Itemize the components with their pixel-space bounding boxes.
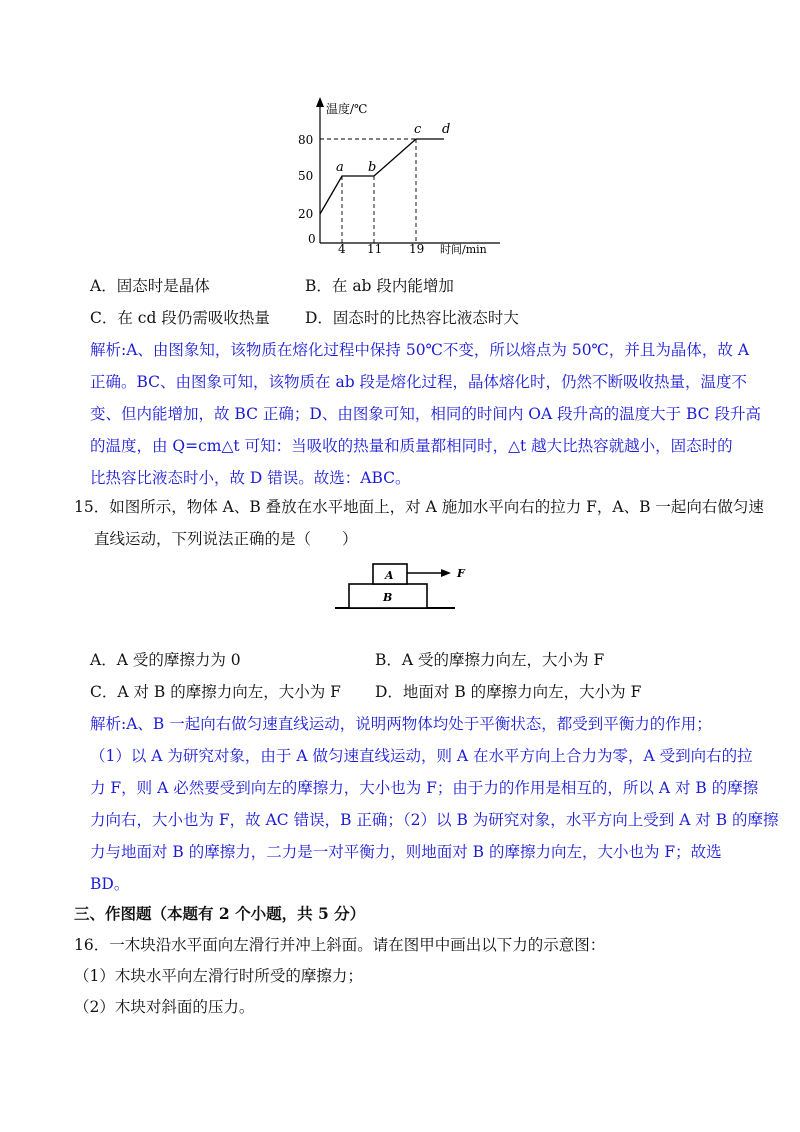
q14-option-d: D．固态时的比热容比液态时大 bbox=[305, 309, 519, 327]
y-tick-20: 20 bbox=[298, 207, 314, 221]
y-axis-label: 温度/℃ bbox=[326, 102, 368, 116]
block-b-label: B bbox=[383, 591, 393, 604]
q14-analysis-line-3: 变、但内能增加，故 BC 正确；D、由图象可知，相同的时间内 OA 段升高的温度大于 BC 段升高 bbox=[90, 405, 761, 423]
q15-option-d: D．地面对 B 的摩擦力向左，大小为 F bbox=[375, 683, 642, 701]
blocks-figure bbox=[335, 556, 475, 618]
q15-analysis-line-2: （1）以 A 为研究对象，由于 A 做匀速直线运动，则 A 在水平方向上合力为零，A 受到向右的拉 bbox=[90, 747, 753, 765]
point-label-c: c bbox=[414, 122, 422, 137]
q14-option-b: B．在 ab 段内能增加 bbox=[305, 277, 454, 295]
q15-analysis-line-5: 力与地面对 B 的摩擦力，二力是一对平衡力，则地面对 B 的摩擦力向左，大小也为 F；故选 bbox=[90, 843, 722, 861]
q15-analysis-line-4: 力向右，大小也为 F，故 AC 错误，B 正确；（2）以 B 为研究对象，水平方向上受到 A 对 B 的摩擦 bbox=[90, 811, 779, 829]
point-label-a: a bbox=[336, 160, 344, 175]
y-tick-80: 80 bbox=[298, 133, 314, 147]
q15-stem-line-1: 15．如图所示，物体 A、B 叠放在水平地面上，对 A 施加水平向右的拉力 F，A、B 一起向右做匀速 bbox=[74, 498, 764, 516]
q15-analysis-line-6: BD。 bbox=[90, 875, 130, 893]
y-axis-arrow bbox=[316, 97, 324, 107]
q14-analysis-line-4: 的温度，由 Q=cm△t 可知：当吸收的热量和质量都相同时，△t 越大比热容就越小，固态时的 bbox=[90, 437, 733, 455]
q14-analysis-line-5: 比热容比液态时小，故 D 错误。故选：ABC。 bbox=[90, 469, 411, 487]
x-tick-4: 4 bbox=[338, 242, 346, 255]
point-label-b: b bbox=[368, 160, 377, 175]
q14-option-c: C．在 cd 段仍需吸收热量 bbox=[90, 309, 270, 327]
section-heading: 三、作图题（本题有 2 个小题，共 5 分） bbox=[74, 904, 366, 923]
q14-analysis-line-1: 解析:A、由图象知，该物质在熔化过程中保持 50℃不变，所以熔点为 50℃，并且为晶体，故 A bbox=[90, 341, 750, 359]
x-tick-11: 11 bbox=[367, 242, 383, 255]
y-tick-50: 50 bbox=[298, 169, 314, 183]
q16-item-2: （2）木块对斜面的压力。 bbox=[74, 998, 255, 1016]
q15-option-a: A．A 受的摩擦力为 0 bbox=[90, 651, 241, 669]
q15-analysis-line-3: 力 F，则 A 必然要受到向左的摩擦力，大小也为 F；由于力的作用是相互的，所以 A 对 B 的摩擦 bbox=[90, 779, 759, 797]
q15-stem-line-2: 直线运动，下列说法正确的是（ ） bbox=[94, 530, 358, 548]
q15-option-c: C．A 对 B 的摩擦力向左，大小为 F bbox=[90, 683, 341, 701]
point-label-d: d bbox=[442, 122, 451, 137]
block-a-label: A bbox=[385, 569, 394, 582]
force-arrow-head bbox=[441, 569, 451, 577]
q16-stem: 16．一木块沿水平面向左滑行并冲上斜面。请在图甲中画出以下力的示意图： bbox=[74, 936, 606, 954]
origin-label: 0 bbox=[308, 232, 316, 246]
force-label: F bbox=[457, 567, 465, 580]
q14-analysis-line-2: 正确。BC、由图象可知，该物质在 ab 段是熔化过程，晶体熔化时，仍然不断吸收热量，温度不 bbox=[90, 373, 748, 391]
q14-option-a: A．固态时是晶体 bbox=[90, 277, 210, 295]
q16-item-1: （1）木块水平向左滑行时所受的摩擦力； bbox=[74, 967, 363, 985]
x-axis-label: 时间/min bbox=[440, 243, 487, 255]
x-tick-19: 19 bbox=[409, 242, 425, 255]
temperature-curve bbox=[320, 139, 444, 214]
q15-analysis-line-1: 解析:A、B 一起向右做匀速直线运动，说明两物体均处于平衡状态，都受到平衡力的作用； bbox=[90, 715, 712, 733]
q15-option-b: B．A 受的摩擦力向左，大小为 F bbox=[375, 651, 605, 669]
temperature-time-graph bbox=[290, 95, 510, 255]
